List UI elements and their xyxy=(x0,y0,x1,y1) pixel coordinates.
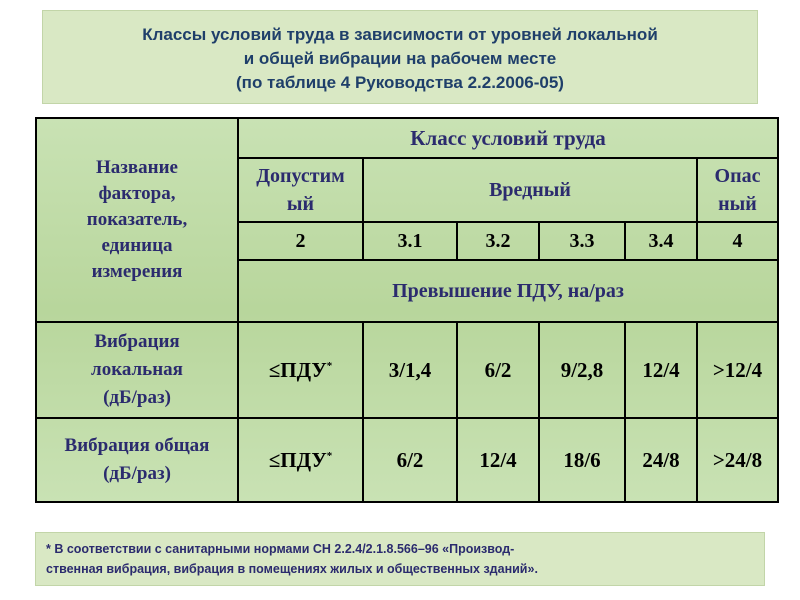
factor-header-line: измерения xyxy=(91,261,183,282)
footnote-line-1: * В соответствии с санитарными нормами СН 2.2.4/2.1.8.566–96 «Производ- xyxy=(46,542,515,556)
header-row-class xyxy=(36,118,778,158)
row-label-line: Вибрация xyxy=(94,331,180,352)
row-label-line: (дБ/раз) xyxy=(103,463,171,484)
title-line-1: Классы условий труда в зависимости от уровней локальной xyxy=(142,25,658,44)
slide-title-box xyxy=(42,10,758,104)
row-label-general-vibration xyxy=(36,418,238,502)
value-cell: 9/2,8 xyxy=(539,322,625,418)
title-line-3: (по таблице 4 Руководства 2.2.2006-05) xyxy=(236,73,564,92)
harmful-header-cell: Вредный xyxy=(363,158,697,222)
factor-header-line: Название xyxy=(95,157,178,178)
class-number-cell: 3.2 xyxy=(457,222,539,260)
footnote-mark: * xyxy=(326,449,333,462)
row-label-line: локальная xyxy=(91,359,183,380)
value-cell: 24/8 xyxy=(625,418,697,502)
factor-header-line: единица xyxy=(101,235,173,256)
factor-header-line: показатель, xyxy=(86,209,188,230)
class-number-cell: 3.3 xyxy=(539,222,625,260)
class-number-cell: 4 xyxy=(697,222,778,260)
row-label-local-vibration xyxy=(36,322,238,418)
row-label-line: (дБ/раз) xyxy=(103,387,171,408)
dangerous-header-cell xyxy=(697,158,778,222)
value-cell: 6/2 xyxy=(363,418,457,502)
value-cell: 12/4 xyxy=(625,322,697,418)
allowed-header-cell xyxy=(238,158,363,222)
value-cell: >24/8 xyxy=(697,418,778,502)
footnote-mark: * xyxy=(326,359,333,372)
footnote-line-2: ственная вибрация, вибрация в помещениях жилых и общественных зданий». xyxy=(46,562,538,576)
allowed-value-cell xyxy=(238,322,363,418)
value-cell: 12/4 xyxy=(457,418,539,502)
allowed-value: ≤ПДУ xyxy=(268,357,327,382)
title-line-2: и общей вибрации на рабочем месте xyxy=(243,49,557,68)
pdu-header-cell: Превышение ПДУ, на/раз xyxy=(238,260,778,322)
allowed-value: ≤ПДУ xyxy=(268,447,327,472)
class-number-cell: 3.1 xyxy=(363,222,457,260)
value-cell: 6/2 xyxy=(457,322,539,418)
row-label-line: Вибрация общая xyxy=(64,435,210,456)
dangerous-header-line: Опас xyxy=(714,165,761,187)
allowed-value-cell xyxy=(238,418,363,502)
value-cell: 18/6 xyxy=(539,418,625,502)
table-row xyxy=(36,418,778,502)
footnote-box xyxy=(35,532,765,586)
class-number-cell: 2 xyxy=(238,222,363,260)
class-number-cell: 3.4 xyxy=(625,222,697,260)
value-cell: >12/4 xyxy=(697,322,778,418)
class-header-cell: Класс условий труда xyxy=(238,118,778,158)
allowed-header-line: ый xyxy=(286,193,315,215)
vibration-classes-table xyxy=(35,117,779,503)
factor-header-line: фактора, xyxy=(98,183,176,204)
table-row xyxy=(36,322,778,418)
dangerous-header-line: ный xyxy=(718,193,757,215)
value-cell: 3/1,4 xyxy=(363,322,457,418)
factor-header-cell xyxy=(36,118,238,322)
allowed-header-line: Допустим xyxy=(256,165,345,187)
